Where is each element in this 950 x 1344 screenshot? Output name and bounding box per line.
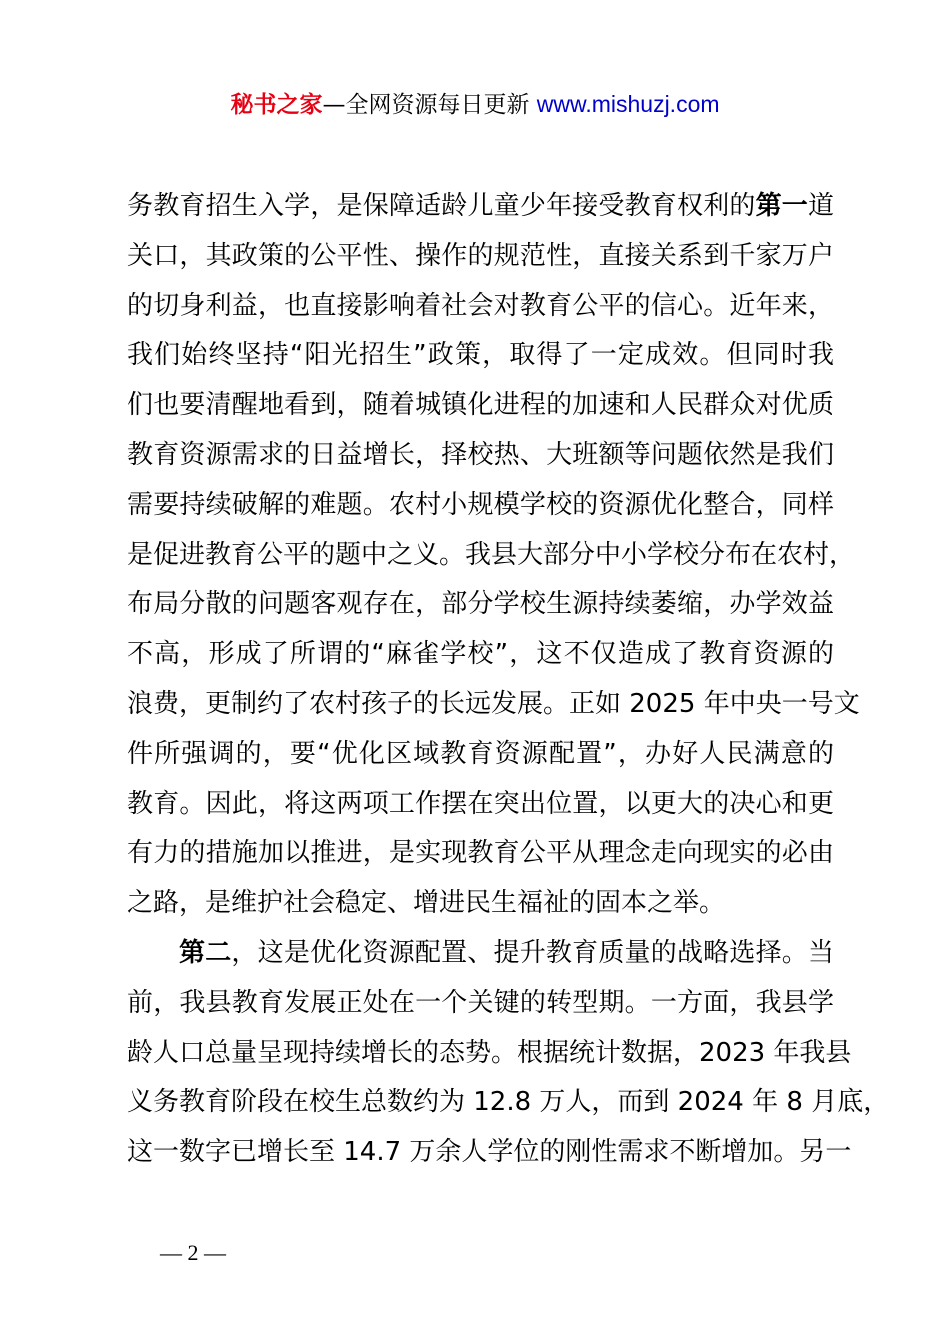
text-line: 们也要清醒地看到，随着城镇化进程的加速和人民群众对优质 (127, 390, 834, 421)
paragraph-1 (127, 182, 860, 929)
text-line: 件所强调的，要“优化区域教育资源配置”，办好人民满意的 (127, 738, 834, 769)
banner-slogan: —全网资源每日更新 (322, 92, 537, 118)
text-segment: 务教育招生入学，是保障适龄儿童少年接受教育权利的 (127, 191, 756, 221)
document-body (127, 182, 890, 1178)
text-line: 义务教育阶段在校生总数约为 12.8 万人，而到 2024 年 8 月底， (127, 1087, 890, 1118)
text-line (127, 929, 834, 979)
text-line: 是促进教育公平的题中之义。我县大部分中小学校分布在农村， (127, 539, 856, 570)
text-segment: 道 (807, 191, 834, 221)
text-line (127, 182, 834, 232)
text-line: 的切身利益，也直接影响着社会对教育公平的信心。近年来， (127, 290, 834, 321)
text-line: 有力的措施加以推进，是实现教育公平从理念走向现实的必由 (127, 838, 834, 869)
bold-term: 第一 (755, 191, 808, 221)
brand-name: 秘书之家 (230, 92, 323, 118)
banner-url-link[interactable]: www.mishuzj.com (536, 91, 720, 117)
text-line: 需要持续破解的难题。农村小规模学校的资源优化整合，同样 (127, 489, 834, 520)
page-number: — 2 — (160, 1240, 226, 1265)
text-line: 我们始终坚持“阳光招生”政策，取得了一定成效。但同时我 (127, 340, 834, 371)
site-banner (0, 86, 950, 123)
text-line: 之路，是维护社会稳定、增进民生福祉的固本之举。 (127, 888, 726, 919)
text-line: 教育。因此，将这两项工作摆在突出位置，以更大的决心和更 (127, 788, 834, 819)
text-line: 这一数字已增长至 14.7 万余人学位的刚性需求不断增加。另一 (127, 1137, 852, 1168)
text-line: 教育资源需求的日益增长，择校热、大班额等问题依然是我们 (127, 439, 834, 470)
text-line: 前，我县教育发展正处在一个关键的转型期。一方面，我县学 (127, 987, 834, 1018)
bold-term: 第二 (179, 937, 232, 968)
paragraph-2 (127, 929, 890, 1178)
text-segment: ，这是优化资源配置、提升教育质量的战略选择。当 (231, 937, 834, 968)
text-line: 布局分散的问题客观存在，部分学校生源持续萎缩，办学效益 (127, 589, 834, 620)
text-line: 浪费，更制约了农村孩子的长远发展。正如 2025 年中央一号文 (127, 688, 860, 719)
text-line: 关口，其政策的公平性、操作的规范性，直接关系到千家万户 (127, 240, 834, 271)
text-line: 龄人口总量呈现持续增长的态势。根据统计数据，2023 年我县 (127, 1037, 852, 1068)
text-line: 不高，形成了所谓的“麻雀学校”，这不仅造成了教育资源的 (127, 639, 834, 670)
